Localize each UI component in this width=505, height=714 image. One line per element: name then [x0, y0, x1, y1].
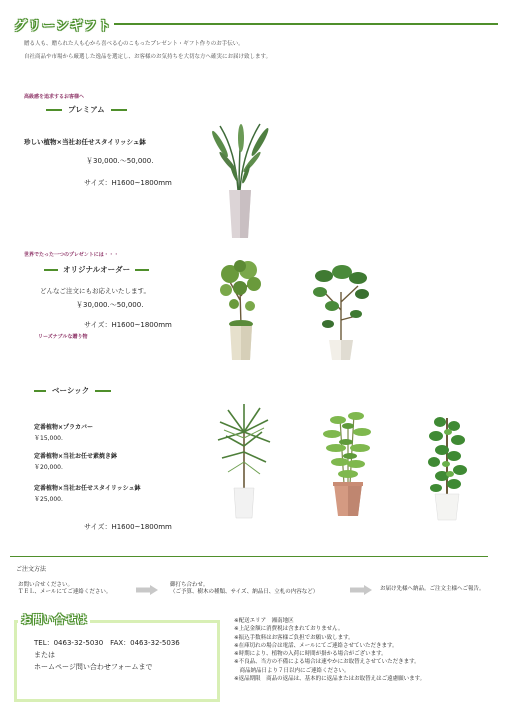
note-line: ※上記金額に消費税は含まれておりません。 — [234, 626, 344, 633]
title-dash-left — [46, 109, 62, 111]
note-line: ※振込手数料はお客様ご負担でお願い致します。 — [234, 634, 354, 641]
original-title: オリジナルオーダー — [63, 265, 131, 274]
order-step-2-line-2: （ご予算、樹木の種類、サイズ、納品日、立札の内容など） — [170, 589, 319, 595]
contact-or: または — [34, 651, 55, 659]
basic-item-3-name: 定番植物×当社お任せスタイリッシュ鉢 — [34, 485, 141, 492]
basic-plant-image-2 — [320, 408, 376, 518]
order-step-2-line-1: 御打ち合わせ。 — [170, 582, 209, 588]
original-title-row — [44, 264, 149, 275]
basic-item-2-price: ￥20,000. — [34, 464, 63, 471]
note-line: ※返品期限 商品の返品は、基本的に返品またはお取替えはご遠慮願います。 — [234, 676, 426, 683]
arrow-right-icon — [136, 585, 158, 595]
title-underline — [114, 23, 498, 25]
original-price: ￥30,000.～50,000. — [76, 301, 144, 309]
basic-item-1-price: ￥15,000. — [34, 435, 63, 442]
basic-item-1-name: 定番植物×プラカバー — [34, 424, 94, 431]
original-plant-image-2 — [312, 262, 370, 362]
note-line: 商品納品日より７日以内にご連絡ください。 — [234, 667, 350, 674]
contact-title: お問い合せは — [18, 611, 90, 627]
basic-plant-image-3 — [424, 414, 470, 522]
premium-price: ￥30,000.～50,000. — [86, 157, 154, 165]
basic-item-3-price: ￥25,000. — [34, 496, 63, 503]
intro-line-1: 贈る人も、贈られた人も心から喜べる心のこもったプレゼント・ギフト作りのお手伝い。 — [24, 41, 244, 47]
premium-title: プレミアム — [68, 105, 105, 114]
premium-tag: 高級感を追求するお客様へ — [24, 94, 85, 100]
basic-tag: リーズナブルな贈り物 — [38, 334, 88, 340]
order-step-1-line-2: ＴＥＬ、メールにてご連絡ください。 — [18, 589, 112, 595]
original-tag: 世界でたった一つのプレゼントには・・・ — [24, 252, 119, 258]
basic-plant-image-1 — [214, 402, 274, 520]
order-step-1-line-1: お問い合せください。 — [18, 582, 74, 588]
note-line: ※配送エリア 湘南地区 — [234, 618, 294, 624]
notes-list — [234, 617, 425, 683]
page-title-box — [14, 14, 112, 34]
contact-web: ホームページ問い合わせフォームまで — [34, 663, 153, 671]
contact-box — [14, 620, 220, 702]
original-desc: どんなご注文にもお応えいたします。 — [40, 287, 150, 295]
original-size: サイズ：H1600~1800mm — [84, 321, 172, 329]
section-divider — [10, 556, 488, 557]
note-line: ※不良品、当方の不備による場合は速やかにお取替えさせていただきます。 — [234, 659, 420, 666]
title-dash-right — [135, 269, 149, 271]
order-step-1 — [18, 582, 111, 596]
premium-title-row — [46, 104, 127, 115]
premium-desc: 珍しい植物×当社お任せスタイリッシュ鉢 — [24, 138, 146, 146]
order-title: ご注文方法 — [16, 566, 47, 573]
title-dash-right — [95, 390, 111, 392]
page-title: グリーンギフト — [14, 18, 112, 34]
order-step-2 — [170, 582, 318, 596]
premium-size: サイズ：H1600~1800mm — [84, 179, 172, 187]
title-dash-right — [111, 109, 127, 111]
original-plant-image-1 — [218, 260, 264, 362]
basic-title-row — [34, 385, 111, 396]
note-line: ※在庫切れの場合は電話、メールにてご連絡させていただきます。 — [234, 642, 398, 649]
basic-size: サイズ：H1600~1800mm — [84, 523, 172, 531]
basic-item-2-name: 定番植物×当社お任せ素焼き鉢 — [34, 453, 118, 460]
intro-line-2: 自社商品や市場から厳選した逸品を選定し、お客様のお気持ちを大切な方へ確実にお届け致します。 — [24, 54, 272, 60]
contact-tel-fax: TEL：0463-32-5030 FAX：0463-32-5036 — [34, 639, 180, 647]
arrow-right-icon — [350, 585, 372, 595]
title-dash-left — [34, 390, 46, 392]
title-dash-left — [44, 269, 58, 271]
premium-plant-image — [210, 122, 270, 240]
basic-title: ベーシック — [52, 386, 90, 395]
order-step-3: お届け先様へ納品。ご注文主様へご報告。 — [380, 586, 485, 592]
note-line: ※時期により、植物の入荷に時間が掛かる場合がございます。 — [234, 651, 387, 658]
